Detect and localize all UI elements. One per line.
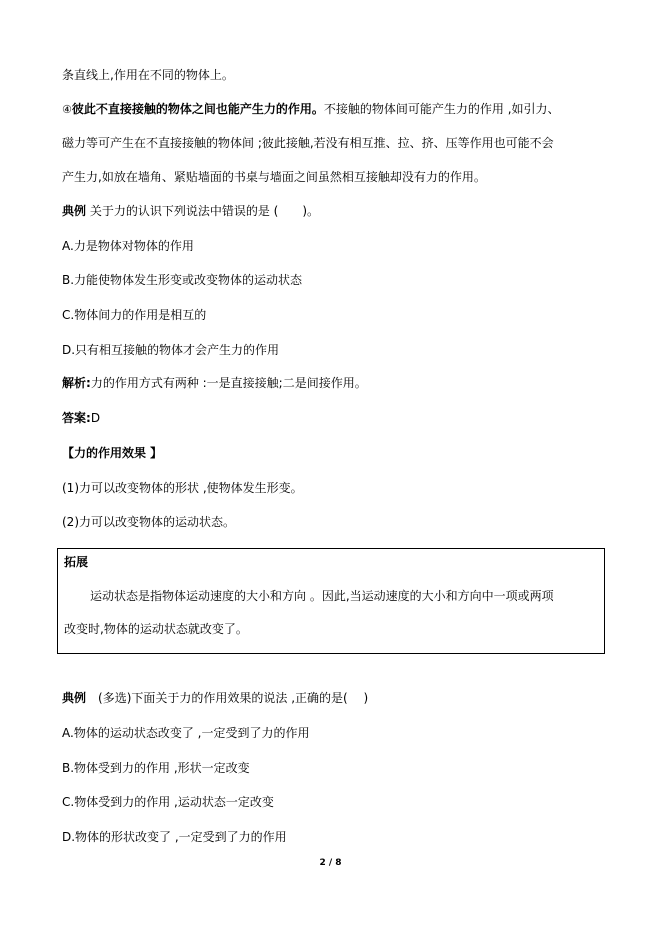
- analysis-text: 力的作用方式有两种 :一是直接接触;二是间接作用。: [90, 376, 367, 390]
- bold-point: 彼此不直接接触的物体之间也能产生力的作用。: [71, 102, 324, 116]
- text-span: 条直线上,作用在不同的物体上。: [62, 68, 234, 82]
- answer-text: D: [90, 411, 101, 425]
- option-c: [62, 794, 274, 810]
- example-question: [62, 203, 319, 219]
- example-label: 典例: [62, 691, 87, 705]
- option-text: C.物体受到力的作用 ,运动状态一定改变: [62, 795, 274, 809]
- option-c: [62, 307, 206, 323]
- section-item: [62, 514, 235, 530]
- extension-title: 拓展: [64, 555, 89, 569]
- option-a: [62, 725, 309, 741]
- option-b: [62, 760, 250, 776]
- answer-label: 答案:: [62, 411, 91, 425]
- option-d: [62, 829, 287, 845]
- option-text: B.物体受到力的作用 ,形状一定改变: [62, 761, 250, 775]
- text-span: 产生力,如放在墙角、紧贴墙面的书桌与墙面之间虽然相互接触却没有力的作用。: [62, 170, 486, 184]
- option-b: [62, 272, 302, 288]
- item-text: (2)力可以改变物体的运动状态。: [62, 515, 235, 529]
- example-question: [62, 690, 368, 706]
- page-number: 2 / 8: [319, 858, 342, 868]
- text-line: [62, 67, 234, 83]
- example-label: 典例: [62, 204, 87, 218]
- text-line: [62, 135, 554, 151]
- option-text: A.物体的运动状态改变了 ,一定受到了力的作用: [62, 726, 310, 740]
- text-span: 磁力等可产生在不直接接触的物体间 ;彼此接触,若没有相互推、拉、挤、压等作用也可能不会: [62, 136, 554, 150]
- circled-number: ④: [62, 103, 72, 116]
- question-text: (多选)下面关于力的作用效果的说法 ,正确的是( ): [86, 691, 369, 705]
- text-line: [62, 169, 486, 185]
- option-a: [62, 238, 194, 254]
- section-item: [62, 480, 303, 496]
- item-text: (1)力可以改变物体的形状 ,使物体发生形变。: [62, 481, 303, 495]
- analysis-label: 解析:: [62, 376, 91, 390]
- text-line: [62, 101, 560, 118]
- extension-text: 改变时,物体的运动状态就改变了。: [64, 622, 248, 636]
- option-text: A.力是物体对物体的作用: [62, 239, 194, 253]
- analysis: [62, 375, 367, 391]
- option-text: D.物体的形状改变了 ,一定受到了力的作用: [62, 830, 287, 844]
- question-text: 关于力的认识下列说法中错误的是 ( )。: [86, 204, 320, 218]
- extension-text: 运动状态是指物体运动速度的大小和方向 。因此,当运动速度的大小和方向中一项或两项: [90, 589, 554, 603]
- section-heading: 【力的作用效果 】: [62, 446, 163, 460]
- option-d: [62, 342, 279, 358]
- text-span: 不接触的物体间可能产生力的作用 ,如引力、: [323, 102, 560, 116]
- option-text: D.只有相互接触的物体才会产生力的作用: [62, 343, 280, 357]
- answer: [62, 410, 100, 426]
- extension-box: [57, 548, 605, 654]
- option-text: B.力能使物体发生形变或改变物体的运动状态: [62, 273, 303, 287]
- option-text: C.物体间力的作用是相互的: [62, 308, 207, 322]
